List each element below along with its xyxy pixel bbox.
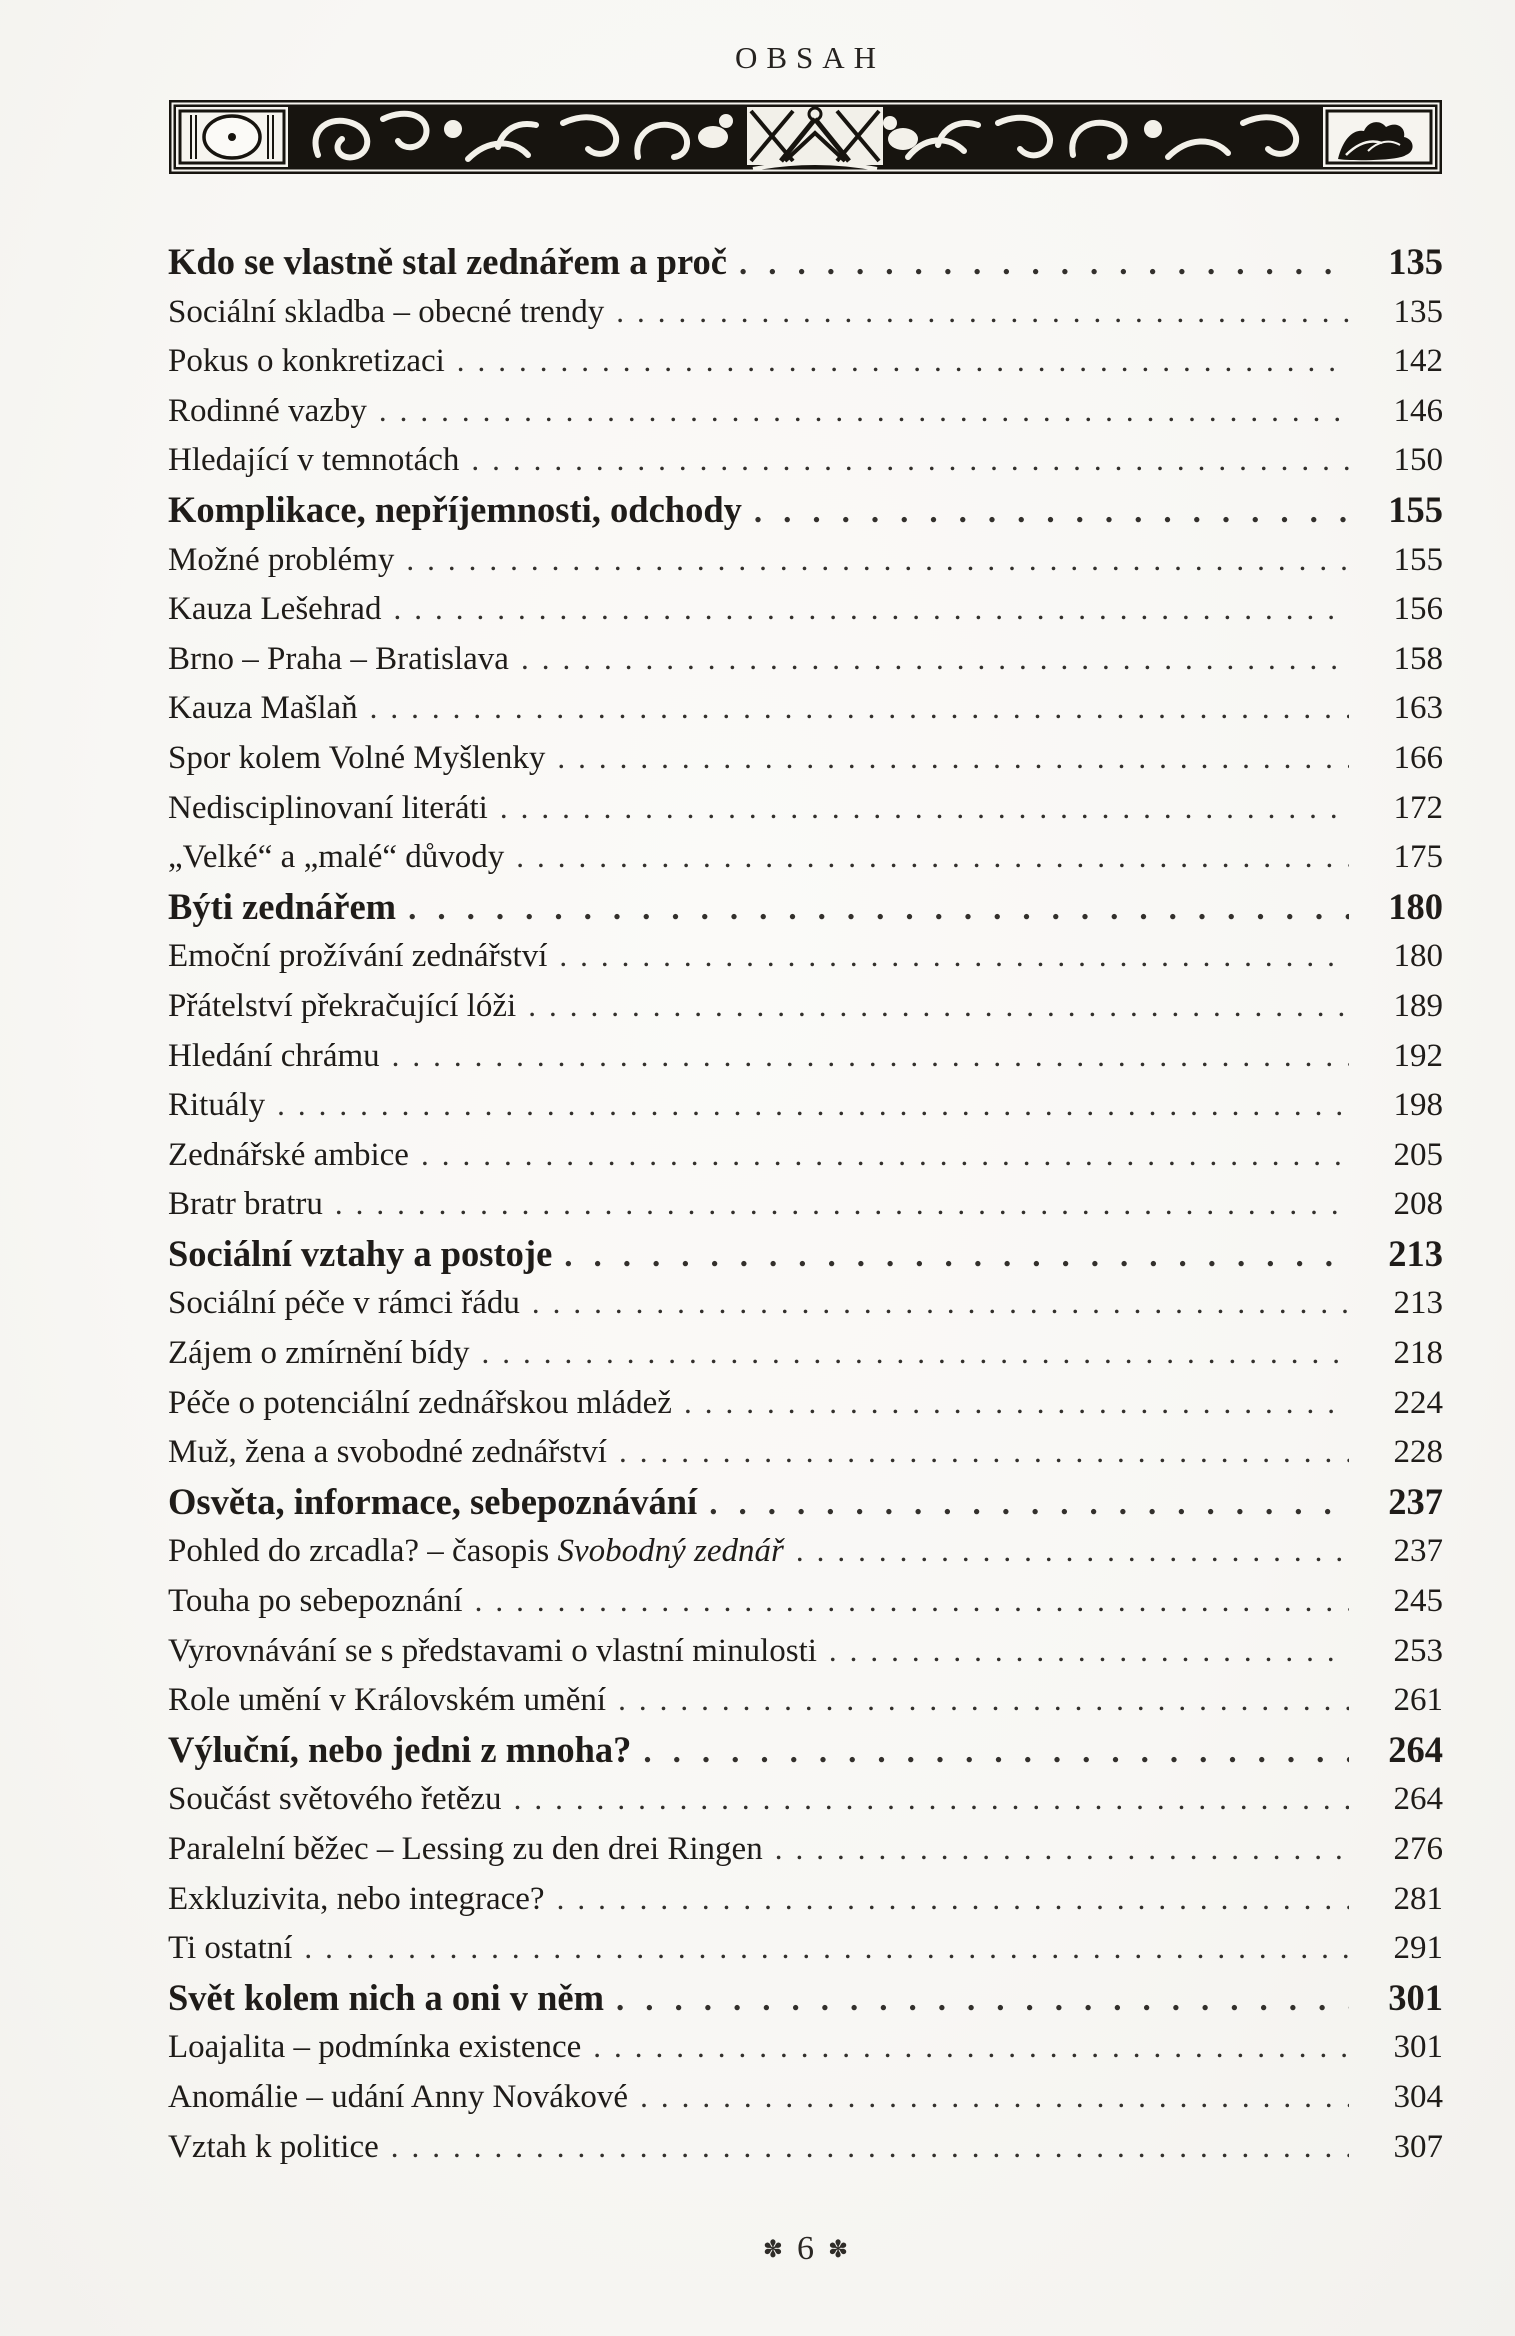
toc-entry-title: Spor kolem Volné Myšlenky xyxy=(168,739,546,776)
toc-entry-title: Výluční, nebo jedni z mnoha? xyxy=(168,1728,632,1770)
toc-entry-title: Sociální skladba – obecné trendy xyxy=(168,293,605,330)
toc-entry xyxy=(168,1031,1443,1081)
dotted-leader xyxy=(391,2122,1349,2172)
toc-page-number: 228 xyxy=(1393,1434,1443,1471)
toc-entry xyxy=(168,2122,1443,2172)
toc-entry xyxy=(168,783,1443,833)
dotted-leader xyxy=(709,1480,1349,1530)
toc-entry xyxy=(168,634,1443,684)
toc-page-number: 281 xyxy=(1393,1880,1443,1917)
dotted-leader xyxy=(392,1031,1349,1081)
dotted-leader xyxy=(457,336,1349,386)
toc-entry-title: Osvěta, informace, sebepoznávání xyxy=(168,1480,698,1522)
dotted-leader xyxy=(593,2022,1349,2072)
toc-entry-title: Rituály xyxy=(168,1087,266,1124)
toc-entry-title: Komplikace, nepříjemnosti, odchody xyxy=(168,488,742,530)
dotted-leader xyxy=(379,386,1349,436)
toc-entry-title: Touha po sebepoznání xyxy=(168,1583,463,1620)
toc-page-number: 245 xyxy=(1393,1583,1443,1620)
toc-page-number: 192 xyxy=(1393,1037,1443,1074)
toc-entry xyxy=(168,1874,1443,1924)
toc-entry xyxy=(168,1427,1443,1477)
toc-entry xyxy=(168,981,1443,1031)
dotted-leader xyxy=(421,1130,1349,1180)
toc-page-number: 135 xyxy=(1388,241,1443,282)
circled-dot-panel xyxy=(176,107,288,167)
toc-entry-title: Sociální péče v rámci řádu xyxy=(168,1285,520,1322)
dotted-leader xyxy=(514,1774,1349,1824)
toc-entry-title: Ti ostatní xyxy=(168,1930,293,1967)
toc-entry xyxy=(168,584,1443,634)
toc-entry xyxy=(168,237,1443,287)
toc-entry xyxy=(168,832,1443,882)
toc-page-number: 135 xyxy=(1393,293,1443,330)
toc-entry xyxy=(168,1229,1443,1279)
toc-page-number: 156 xyxy=(1393,591,1443,628)
toc-entry xyxy=(168,1328,1443,1378)
toc-entry-title: Svět kolem nich a oni v něm xyxy=(168,1976,604,2018)
dotted-leader xyxy=(471,435,1349,485)
dotted-leader xyxy=(482,1328,1350,1378)
dotted-leader xyxy=(528,981,1349,1031)
toc-entry-title: Součást světového řetězu xyxy=(168,1781,502,1818)
square-and-compasses-emblem xyxy=(747,107,883,169)
toc-page-number: 180 xyxy=(1393,938,1443,975)
toc-entry xyxy=(168,2022,1443,2072)
toc-entry-title: Nedisciplinovaní literáti xyxy=(168,789,488,826)
toc-entry-title: Péče o potenciální zednářskou mládež xyxy=(168,1384,672,1421)
dotted-leader xyxy=(370,683,1349,733)
dotted-leader xyxy=(739,240,1349,290)
toc-entry xyxy=(168,1477,1443,1527)
dotted-leader xyxy=(616,287,1349,337)
dotted-leader xyxy=(500,783,1349,833)
floral-asterisk-icon: ✽ xyxy=(828,2235,849,2263)
floral-asterisk-icon: ✽ xyxy=(762,2235,783,2263)
footer-page-number: 6 xyxy=(797,2230,814,2267)
toc-entry xyxy=(168,336,1443,386)
toc-page-number: 261 xyxy=(1393,1682,1443,1719)
dotted-leader xyxy=(335,1179,1349,1229)
dotted-leader xyxy=(618,1675,1349,1725)
toc-page-number: 150 xyxy=(1393,442,1443,479)
dotted-leader xyxy=(640,2072,1349,2122)
dotted-leader xyxy=(559,931,1349,981)
toc-entry-title: „Velké“ a „malé“ důvody xyxy=(168,839,505,876)
toc-page-number: 301 xyxy=(1393,2029,1443,2066)
toc-page-number: 166 xyxy=(1393,739,1443,776)
toc-page-number: 301 xyxy=(1388,1976,1443,2018)
toc-entry xyxy=(168,386,1443,436)
toc-entry xyxy=(168,535,1443,585)
toc-page-number: 237 xyxy=(1393,1533,1443,1570)
toc-page-number: 218 xyxy=(1393,1335,1443,1372)
toc-entry-title: Sociální vztahy a postoje xyxy=(168,1232,553,1274)
toc-page-number: 172 xyxy=(1393,789,1443,826)
toc-entry-title: Loajalita – podmínka existence xyxy=(168,2029,582,2066)
frieze-illustration xyxy=(168,99,1443,175)
toc-entry xyxy=(168,435,1443,485)
toc-page-number: 291 xyxy=(1393,1930,1443,1967)
dotted-leader xyxy=(796,1526,1349,1576)
toc-page-number: 189 xyxy=(1393,987,1443,1024)
dotted-leader xyxy=(532,1278,1349,1328)
dotted-leader xyxy=(829,1626,1349,1676)
toc-entry-title: Kauza Mašlaň xyxy=(168,690,358,727)
toc-entry-title: Vztah k politice xyxy=(168,2128,379,2165)
toc-entry xyxy=(168,1675,1443,1725)
toc-entry-title: Bratr bratru xyxy=(168,1186,323,1223)
toc-entry-title: Brno – Praha – Bratislava xyxy=(168,640,509,677)
dotted-leader xyxy=(304,1923,1349,1973)
toc-page-number: 163 xyxy=(1393,690,1443,727)
dotted-leader xyxy=(475,1576,1349,1626)
toc-entry xyxy=(168,1179,1443,1229)
toc-entry-title: Zájem o zmírnění bídy xyxy=(168,1335,470,1372)
toc-entry xyxy=(168,1626,1443,1676)
toc-list xyxy=(168,237,1443,2171)
toc-entry-title: Emoční prožívání zednářství xyxy=(168,938,548,975)
dotted-leader xyxy=(684,1378,1349,1428)
toc-page-number: 307 xyxy=(1393,2128,1443,2165)
toc-entry xyxy=(168,683,1443,733)
toc-page-number: 253 xyxy=(1393,1632,1443,1669)
toc-entry-title: Exkluzivita, nebo integrace? xyxy=(168,1880,545,1917)
toc-entry xyxy=(168,287,1443,337)
toc-entry xyxy=(168,1725,1443,1775)
toc-entry-title: Pokus o konkretizaci xyxy=(168,343,445,380)
toc-entry-title: Přátelství překračující lóži xyxy=(168,987,517,1024)
toc-entry-title: Anomálie – udání Anny Novákové xyxy=(168,2078,629,2115)
toc-entry xyxy=(168,485,1443,535)
page-footer xyxy=(168,2230,1443,2268)
toc-entry xyxy=(168,931,1443,981)
toc-entry xyxy=(168,2072,1443,2122)
toc-page-number: 224 xyxy=(1393,1384,1443,1421)
toc-entry-title: Rodinné vazby xyxy=(168,392,367,429)
toc-page-number: 213 xyxy=(1388,1232,1443,1274)
toc-entry-title: Možné problémy xyxy=(168,541,395,578)
toc-entry-title: Vyrovnávání se s představami o vlastní minulosti xyxy=(168,1632,817,1669)
toc-entry xyxy=(168,1278,1443,1328)
dotted-leader xyxy=(521,634,1349,684)
dotted-leader xyxy=(643,1728,1349,1778)
foliage-panel xyxy=(1323,107,1435,167)
dotted-leader xyxy=(619,1427,1349,1477)
toc-entry xyxy=(168,733,1443,783)
toc-page-number: 264 xyxy=(1393,1781,1443,1818)
toc-entry-title: Muž, žena a svobodné zednářství xyxy=(168,1434,607,1471)
toc-page-number: 142 xyxy=(1393,343,1443,380)
dotted-leader xyxy=(616,1976,1349,2026)
toc-entry xyxy=(168,1526,1443,1576)
toc-page-number: 213 xyxy=(1393,1285,1443,1322)
dotted-leader xyxy=(408,885,1349,935)
toc-entry-title: Hledání chrámu xyxy=(168,1037,380,1074)
dotted-leader xyxy=(754,488,1349,538)
toc-entry xyxy=(168,1130,1443,1180)
toc-page-number: 198 xyxy=(1393,1087,1443,1124)
dotted-leader xyxy=(277,1080,1349,1130)
dotted-leader xyxy=(557,1874,1349,1924)
toc-page-number: 155 xyxy=(1388,488,1443,530)
dotted-leader xyxy=(393,584,1349,634)
dotted-leader xyxy=(557,733,1349,783)
dotted-leader xyxy=(516,832,1349,882)
toc-page-number: 304 xyxy=(1393,2078,1443,2115)
toc-entry xyxy=(168,1774,1443,1824)
toc-entry-title: Paralelní běžec – Lessing zu den drei Ringen xyxy=(168,1831,763,1867)
toc-page-number: 146 xyxy=(1393,392,1443,429)
page-title: OBSAH xyxy=(734,40,886,75)
toc-entry-title: Pohled do zrcadla? – časopis Svobodný zednář xyxy=(168,1533,784,1570)
toc-entry-title: Hledající v temnotách xyxy=(168,442,460,479)
toc-page-number: 208 xyxy=(1393,1186,1443,1223)
toc-entry xyxy=(168,1378,1443,1428)
toc-entry xyxy=(168,882,1443,932)
toc-entry-title: Zednářské ambice xyxy=(168,1136,409,1173)
dotted-leader xyxy=(564,1232,1349,1282)
toc-entry xyxy=(168,1973,1443,2023)
toc-entry-title: Role umění v Královském umění xyxy=(168,1682,607,1719)
dotted-leader xyxy=(406,535,1349,585)
toc-entry xyxy=(168,1923,1443,1973)
toc-entry-title: Kauza Lešehrad xyxy=(168,591,382,628)
toc-entry xyxy=(168,1576,1443,1626)
toc-page-number: 237 xyxy=(1388,1480,1443,1522)
toc-page-number: 175 xyxy=(1393,839,1443,876)
toc-page-number: 158 xyxy=(1393,640,1443,677)
toc-page-number: 180 xyxy=(1388,885,1443,927)
toc-page-number: 155 xyxy=(1393,541,1443,578)
dotted-leader xyxy=(775,1824,1349,1874)
toc-entry-title: Býti zednářem xyxy=(168,885,397,927)
toc-entry xyxy=(168,1080,1443,1130)
toc-entry xyxy=(168,1824,1443,1874)
toc-page-number: 264 xyxy=(1388,1728,1443,1770)
toc-entry-title: Kdo se vlastně stal zednářem a proč xyxy=(168,241,727,282)
woodcut-frieze-ornament xyxy=(168,99,1443,175)
toc-page-number: 276 xyxy=(1393,1831,1443,1867)
toc-page-number: 205 xyxy=(1393,1136,1443,1173)
